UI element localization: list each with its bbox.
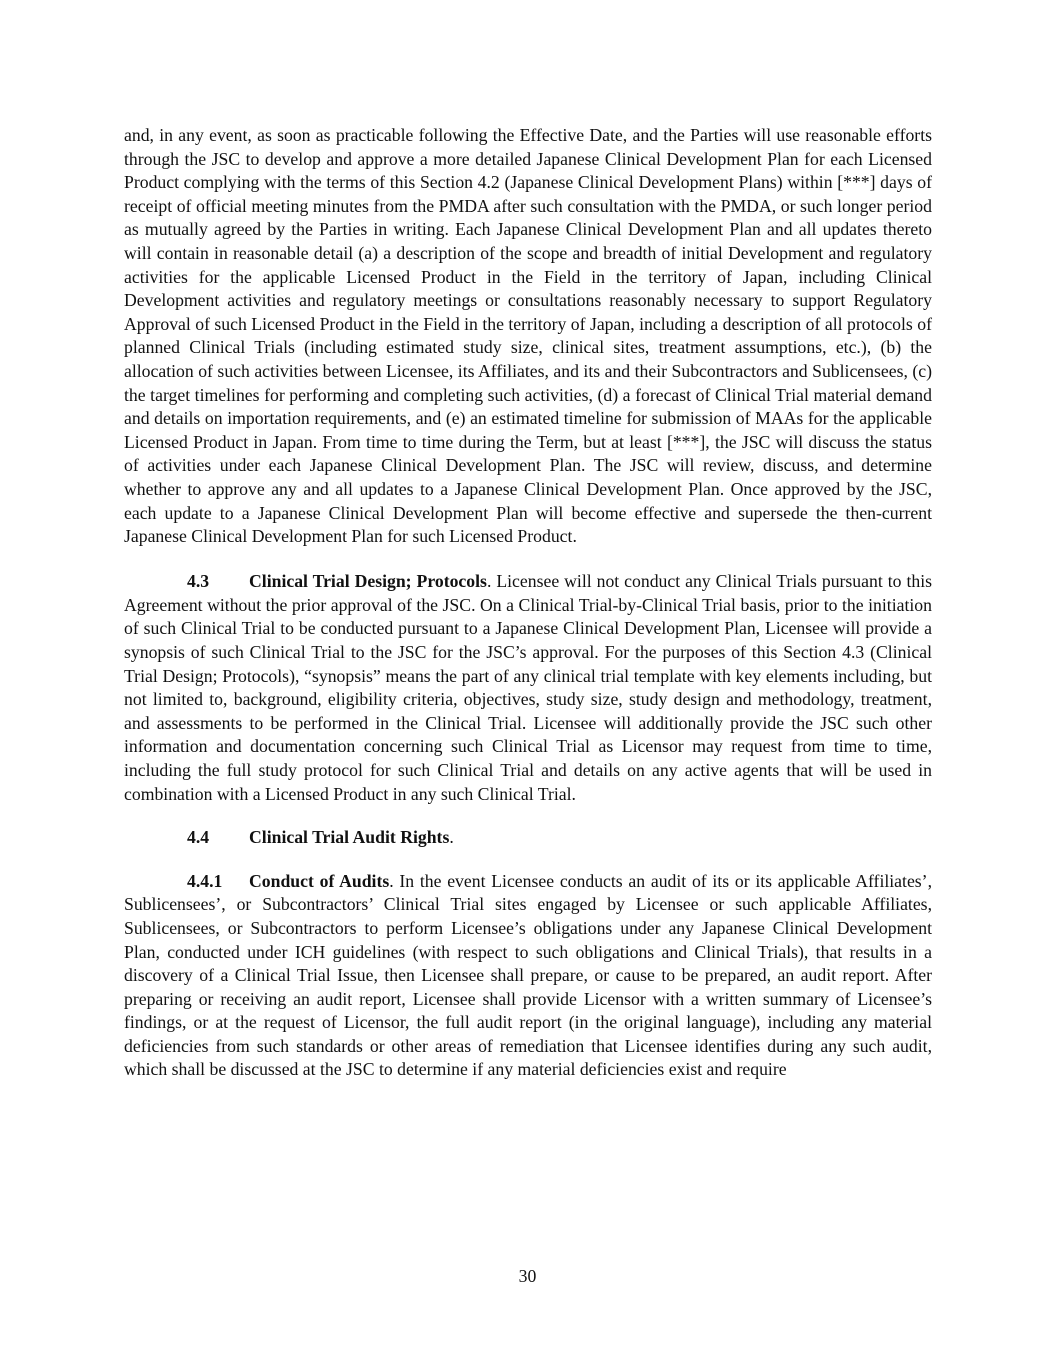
section-4-3-number: 4.3: [187, 571, 210, 592]
section-4-3-heading: Clinical Trial Design; Protocols: [249, 571, 487, 592]
section-4-4-1-paragraph: [124, 870, 932, 1082]
section-4-3-paragraph: [124, 570, 932, 806]
section-4-4-number: 4.4: [187, 827, 210, 848]
section-4-4-1-heading: Conduct of Audits: [249, 870, 390, 891]
section-4-4-heading: Clinical Trial Audit Rights: [249, 827, 450, 848]
page-number: 30: [518, 1266, 537, 1286]
section-4-4-paragraph: [124, 826, 932, 850]
document-page: [124, 124, 932, 1082]
section-4-4-body: .: [449, 827, 454, 848]
section-4-3-body: . Licensee will not conduct any Clinical Trials pursuant to this Agreement without the prior approval of the JSC. On a Clinical Trial-by-Clinical Trial basis, prior to the initiation of such Clinical Trial to be conducted pursuant to a Japanese Clinical Development Plan, Licensee will provide a synopsis of such Clinical Trial to the JSC for the JSC’s approval. For the purposes of this Section 4.3 (Clinical Trial Design; Protocols), “synopsis” means the part of any clinical trial template with key elements including, but not limited to, background, eligibility criteria, objectives, study size, study design and methodology, treatment, and assessments to be performed in the Clinical Trial. Licensee will additionally provide the JSC such other information and documentation concerning such Clinical Trial as Licensor may request from time to time, including the full study protocol for such Clinical Trial and details on any active agents that will be used in combination with a Licensed Product in any such Clinical Trial.: [124, 571, 932, 804]
section-4-4-1-body: . In the event Licensee conducts an audit of its or its applicable Affiliates’, Sublicensees’, or Subcontractors’ Clinical Trial sites engaged by Licensee or such applicable Affiliates, Sublicensees, or Subcontractors to perform Licensee’s obligations under any Japanese Clinical Development Plan, conducted under ICH guidelines (with respect to such obligations and Clinical Trials), that results in a discovery of a Clinical Trial Issue, then Licensee shall prepare, or cause to be prepared, an audit report. After preparing or receiving an audit report, Licensee shall provide Licensor with a written summary of Licensee’s findings, or at the request of Licensor, the full audit report (in the original language), including any material deficiencies from such standards or other areas of remediation that Licensee identifies during any such audit, which shall be discussed at the JSC to determine if any material deficiencies exist and require: [124, 870, 932, 1080]
section-4-4-1-number: 4.4.1: [187, 870, 223, 891]
intro-paragraph: and, in any event, as soon as practicable following the Effective Date, and the Parties will use reasonable efforts through the JSC to develop and approve a more detailed Japanese Clinical Development Plan for each Licensed Product complying with the terms of this Section 4.2 (Japanese Clinical Development Plans) within [***] days of receipt of official meeting minutes from the PMDA after such consultation with the PMDA, or such longer period as mutually agreed by the Parties in writing. Each Japanese Clinical Development Plan and all updates thereto will contain in reasonable detail (a) a description of the scope and breadth of initial Development and regulatory activities for the applicable Licensed Product in the Field in the territory of Japan, including Clinical Development activities and regulatory meetings or consultations reasonably necessary to support Regulatory Approval of such Licensed Product in the Field in the territory of Japan, including a description of all protocols of planned Clinical Trials (including estimated study size, clinical sites, treatment assumptions, etc.), (b) the allocation of such activities between Licensee, its Affiliates, and its and their Subcontractors and Sublicensees, (c) the target timelines for performing and completing such activities, (d) a forecast of Clinical Trial material demand and details on importation requirements, and (e) an estimated timeline for submission of MAAs for the applicable Licensed Product in Japan. From time to time during the Term, but at least [***], the JSC will discuss the status of activities under each Japanese Clinical Development Plan. The JSC will review, discuss, and determine whether to approve any and all updates to a Japanese Clinical Development Plan. Once approved by the JSC, each update to a Japanese Clinical Development Plan will become effective and supersede the then-current Japanese Clinical Development Plan for such Licensed Product.: [124, 125, 932, 547]
